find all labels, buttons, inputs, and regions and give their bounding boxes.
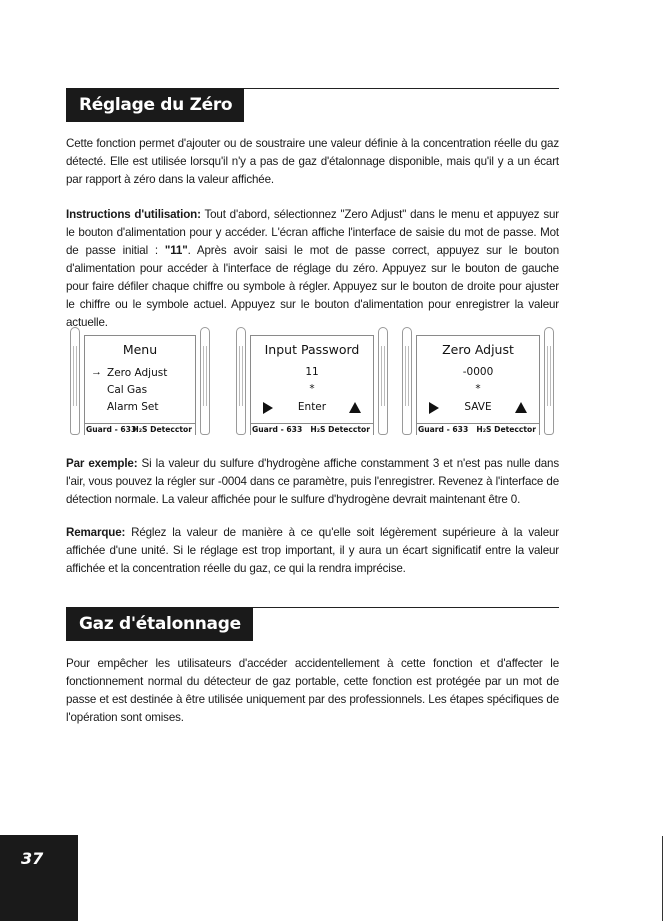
device-screen-menu — [70, 327, 210, 435]
lcd-screen — [250, 335, 374, 435]
device-type: H₂S Detecctor — [476, 425, 536, 434]
device-screen-zero-adjust — [402, 327, 554, 435]
device-grip-right — [200, 327, 210, 435]
device-label — [84, 423, 196, 436]
action-label: Enter — [297, 401, 327, 413]
selection-arrow-icon: → — [91, 366, 102, 378]
device-type: H₂S Detecctor — [310, 425, 370, 434]
instructions-text-2: . Après avoir saisi le mot de passe correct, appuyez sur le bouton d'alimentation pour accéder à l'interface de réglage du zéro. Appuyez sur le bouton de gauche pour faire défiler chaque chiffre ou symbole à régler. Appuyez sur le bouton de droite pour ajuster le chiffre ou le symbole actuel. Appuyez sur le bouton d'alimentation pour enregistrer la valeur actuelle. — [66, 244, 559, 329]
device-grip-right — [378, 327, 388, 435]
password-value: "11" — [164, 244, 188, 257]
example-paragraph — [66, 455, 559, 509]
instructions-text-1: Tout d'abord, sélectionnez "Zero Adjust" dans le menu et appuyez sur le bouton d'alimentation pour y accéder. L'écran affiche l'interface de saisie du mot de passe. Mot de passe initial : — [66, 208, 560, 257]
device-grip-left — [70, 327, 80, 435]
device-screen-password — [236, 327, 388, 435]
cursor-marker: * — [475, 383, 481, 395]
screen-title: Input Password — [264, 342, 360, 357]
menu-item-alarm-set: Alarm Set — [107, 401, 159, 413]
section-title: Réglage du Zéro — [66, 88, 244, 122]
instructions-paragraph — [66, 206, 559, 332]
device-model: Guard - 633 — [252, 425, 303, 434]
cursor-marker: * — [309, 383, 315, 395]
device-model: Guard - 633 — [86, 425, 137, 434]
page-number-tab — [0, 835, 78, 921]
screen-title: Menu — [122, 342, 158, 357]
page-number: 37 — [21, 849, 44, 868]
device-grip-left — [236, 327, 246, 435]
lcd-screen — [416, 335, 540, 435]
remark-text: Réglez la valeur de manière à ce qu'elle soit légèrement supérieure à la valeur affichée d'une unité. Si le réglage est trop important, il y aura un écart significatif entre la valeur affichée et la concentration réelle du gaz, ce qui la rendra imprécise. — [66, 526, 559, 575]
password-digits: 11 — [305, 366, 319, 378]
menu-item-zero-adjust: Zero Adjust — [107, 367, 168, 379]
remark-label: Remarque: — [66, 526, 126, 539]
section-title: Gaz d'étalonnage — [66, 607, 253, 641]
intro-paragraph: Cette fonction permet d'ajouter ou de soustraire une valeur définie à la concentration réelle du gaz détecté. Elle est utilisée lorsqu'il n'y a pas de gaz d'étalonnage disponible, mais qu'il y a un écart par rapport à zéro dans la valeur affichée. — [66, 137, 559, 186]
zero-value: -0000 — [462, 366, 494, 378]
example-label: Par exemple: — [66, 457, 138, 470]
example-text: Si la valeur du sulfure d'hydrogène affiche constamment 3 et n'est pas nulle dans l'air, vous pouvez la régler sur -0004 dans ce paramètre, puis l'enregistrer. Revenez à l'interface de détection normale. La valeur affichée pour le sulfure d'hydrogène devrait maintenant être 0. — [66, 457, 559, 506]
device-label — [416, 423, 540, 436]
action-label: SAVE — [464, 401, 492, 413]
device-grip-left — [402, 327, 412, 435]
instructions-label: Instructions d'utilisation: — [66, 208, 201, 221]
device-grip-right — [544, 327, 554, 435]
section-header-zero-adjust — [66, 88, 559, 122]
section-header-calibration-gas — [66, 607, 559, 641]
remark-paragraph — [66, 524, 559, 578]
triangle-up-icon — [515, 402, 527, 413]
menu-item-cal-gas: Cal Gas — [107, 384, 148, 396]
device-type: H₂S Detecctor — [132, 425, 192, 434]
triangle-up-icon — [349, 402, 361, 413]
device-label — [250, 423, 374, 436]
device-model: Guard - 633 — [418, 425, 469, 434]
screen-title: Zero Adjust — [442, 342, 514, 357]
lcd-screen — [84, 335, 196, 435]
page-edge-line — [662, 836, 663, 921]
calibration-paragraph: Pour empêcher les utilisateurs d'accéder accidentellement à cette fonction et d'affecter le fonctionnement normal du détecteur de gaz portable, cette fonction est protégée par un mot de passe et est destinée à être utilisée uniquement par des professionnels. Les étapes spécifiques de l'opération sont omises. — [66, 657, 559, 724]
